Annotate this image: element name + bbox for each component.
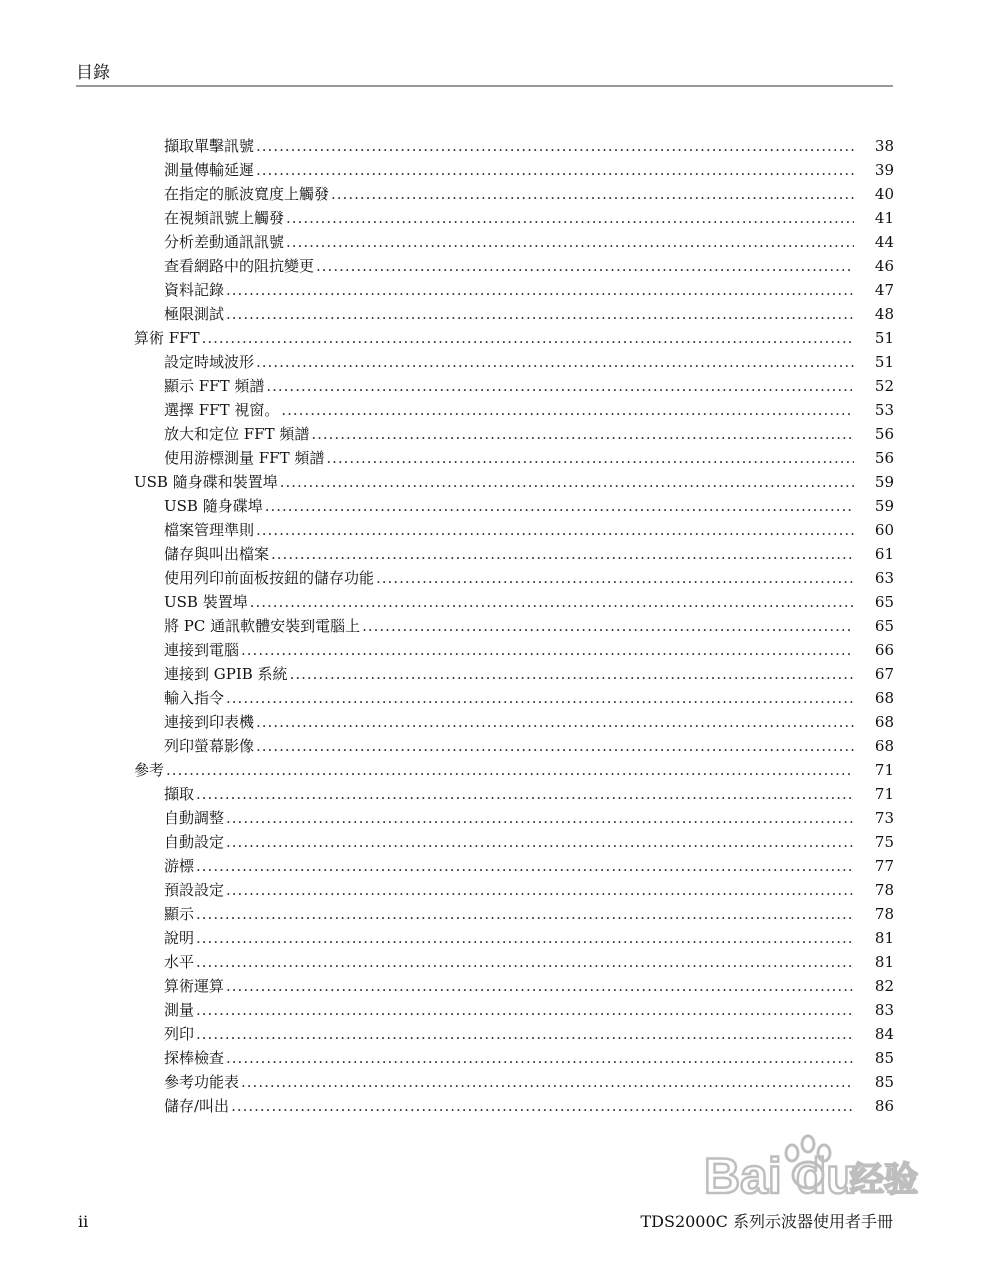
toc-entry-page-number: 78 xyxy=(874,881,894,899)
toc-entry-page-number: 44 xyxy=(874,233,894,251)
toc-subsection-entry[interactable] xyxy=(134,614,894,638)
toc-subsection-entry[interactable] xyxy=(134,1046,894,1070)
toc-entry-label: 自動調整 xyxy=(164,809,225,827)
toc-entry-page-number: 68 xyxy=(874,737,894,755)
toc-entry-label: 連接到電腦 xyxy=(164,641,240,659)
toc-subsection-entry[interactable] xyxy=(134,134,894,158)
toc-subsection-entry[interactable] xyxy=(134,302,894,326)
toc-entry-label: 選擇 FFT 視窗。 xyxy=(164,401,280,419)
toc-entry-label: 放大和定位 FFT 頻譜 xyxy=(164,425,310,443)
table-of-contents xyxy=(134,134,894,1118)
toc-entry-label: 預設設定 xyxy=(164,881,225,899)
toc-dot-leader xyxy=(331,182,854,206)
toc-entry-label: 游標 xyxy=(164,857,195,875)
toc-subsection-entry[interactable] xyxy=(134,662,894,686)
toc-dot-leader xyxy=(226,278,854,302)
toc-entry-page-number: 40 xyxy=(874,185,894,203)
toc-entry-page-number: 78 xyxy=(874,905,894,923)
toc-dot-leader xyxy=(256,710,854,734)
toc-entry-page-number: 67 xyxy=(874,665,894,683)
toc-dot-leader xyxy=(286,206,854,230)
toc-entry-page-number: 85 xyxy=(874,1049,894,1067)
toc-dot-leader xyxy=(196,950,854,974)
toc-dot-leader xyxy=(226,302,854,326)
toc-subsection-entry[interactable] xyxy=(134,878,894,902)
toc-subsection-entry[interactable] xyxy=(134,1022,894,1046)
toc-entry-page-number: 71 xyxy=(874,785,894,803)
toc-dot-leader xyxy=(281,398,854,422)
toc-subsection-entry[interactable] xyxy=(134,830,894,854)
toc-subsection-entry[interactable] xyxy=(134,158,894,182)
toc-dot-leader xyxy=(202,326,854,350)
footer-page-number: ii xyxy=(78,1212,89,1231)
toc-section-entry[interactable] xyxy=(134,758,894,782)
toc-subsection-entry[interactable] xyxy=(134,518,894,542)
toc-subsection-entry[interactable] xyxy=(134,398,894,422)
toc-dot-leader xyxy=(256,518,854,542)
toc-entry-page-number: 39 xyxy=(874,161,894,179)
toc-entry-label: 擷取單擊訊號 xyxy=(164,137,255,155)
toc-entry-page-number: 48 xyxy=(874,305,894,323)
toc-dot-leader xyxy=(196,782,854,806)
toc-entry-label: 連接到印表機 xyxy=(164,713,255,731)
toc-dot-leader xyxy=(231,1094,854,1118)
toc-subsection-entry[interactable] xyxy=(134,182,894,206)
toc-dot-leader xyxy=(196,854,854,878)
toc-entry-label: 參考功能表 xyxy=(164,1073,240,1091)
toc-dot-leader xyxy=(226,830,854,854)
toc-subsection-entry[interactable] xyxy=(134,854,894,878)
toc-dot-leader xyxy=(290,662,854,686)
toc-dot-leader xyxy=(256,134,854,158)
toc-entry-label: 檔案管理準則 xyxy=(164,521,255,539)
toc-entry-label: 在視頻訊號上觸發 xyxy=(164,209,285,227)
toc-subsection-entry[interactable] xyxy=(134,254,894,278)
toc-dot-leader xyxy=(196,998,854,1022)
toc-entry-page-number: 85 xyxy=(874,1073,894,1091)
toc-entry-label: 說明 xyxy=(164,929,195,947)
watermark-brand-text: Bai du xyxy=(704,1148,857,1204)
toc-entry-label: 列印 xyxy=(164,1025,195,1043)
toc-entry-page-number: 47 xyxy=(874,281,894,299)
toc-dot-leader xyxy=(376,566,854,590)
toc-entry-label: 查看網路中的阻抗變更 xyxy=(164,257,315,275)
toc-dot-leader xyxy=(266,374,854,398)
toc-entry-page-number: 65 xyxy=(874,617,894,635)
toc-entry-page-number: 38 xyxy=(874,137,894,155)
toc-section-entry[interactable] xyxy=(134,470,894,494)
toc-dot-leader xyxy=(286,230,854,254)
toc-entry-page-number: 66 xyxy=(874,641,894,659)
toc-subsection-entry[interactable] xyxy=(134,446,894,470)
toc-entry-label: 顯示 xyxy=(164,905,195,923)
toc-entry-page-number: 41 xyxy=(874,209,894,227)
toc-entry-page-number: 68 xyxy=(874,713,894,731)
toc-entry-label: 將 PC 通訊軟體安裝到電腦上 xyxy=(164,617,361,635)
toc-entry-label: USB 裝置埠 xyxy=(164,593,248,611)
toc-entry-label: 連接到 GPIB 系統 xyxy=(164,665,288,683)
toc-dot-leader xyxy=(250,590,854,614)
toc-entry-label: 設定時域波形 xyxy=(164,353,255,371)
toc-entry-label: 在指定的脈波寬度上觸發 xyxy=(164,185,330,203)
toc-entry-page-number: 77 xyxy=(874,857,894,875)
toc-subsection-entry[interactable] xyxy=(134,566,894,590)
toc-dot-leader xyxy=(226,806,854,830)
toc-subsection-entry[interactable] xyxy=(134,782,894,806)
toc-entry-label: 自動設定 xyxy=(164,833,225,851)
toc-entry-page-number: 81 xyxy=(874,929,894,947)
toc-entry-page-number: 71 xyxy=(874,761,894,779)
toc-entry-page-number: 73 xyxy=(874,809,894,827)
toc-entry-page-number: 82 xyxy=(874,977,894,995)
header-rule xyxy=(76,85,893,87)
toc-dot-leader xyxy=(256,350,854,374)
toc-entry-page-number: 60 xyxy=(874,521,894,539)
toc-subsection-entry[interactable] xyxy=(134,374,894,398)
toc-dot-leader xyxy=(226,686,854,710)
toc-entry-label: 資料記錄 xyxy=(164,281,225,299)
toc-entry-page-number: 51 xyxy=(874,353,894,371)
toc-dot-leader xyxy=(362,614,854,638)
toc-section-entry[interactable] xyxy=(134,326,894,350)
toc-subsection-entry[interactable] xyxy=(134,710,894,734)
toc-entry-page-number: 51 xyxy=(874,329,894,347)
toc-dot-leader xyxy=(226,878,854,902)
toc-subsection-entry[interactable] xyxy=(134,1094,894,1118)
toc-entry-page-number: 84 xyxy=(874,1025,894,1043)
toc-subsection-entry[interactable] xyxy=(134,590,894,614)
toc-entry-page-number: 68 xyxy=(874,689,894,707)
toc-entry-label: USB 隨身碟埠 xyxy=(164,497,263,515)
toc-entry-label: 儲存與叫出檔案 xyxy=(164,545,270,563)
toc-entry-label: 儲存/叫出 xyxy=(164,1097,230,1115)
toc-entry-page-number: 52 xyxy=(874,377,894,395)
toc-dot-leader xyxy=(241,638,854,662)
toc-entry-page-number: 59 xyxy=(874,497,894,515)
toc-entry-label: 算術運算 xyxy=(164,977,225,995)
toc-dot-leader xyxy=(196,926,854,950)
toc-dot-leader xyxy=(196,1022,854,1046)
toc-dot-leader xyxy=(226,974,854,998)
toc-entry-label: 極限測試 xyxy=(164,305,225,323)
toc-entry-label: 顯示 FFT 頻譜 xyxy=(164,377,265,395)
toc-entry-label: 探棒檢查 xyxy=(164,1049,225,1067)
toc-subsection-entry[interactable] xyxy=(134,230,894,254)
toc-entry-label: 輸入指令 xyxy=(164,689,225,707)
toc-dot-leader xyxy=(256,158,854,182)
toc-entry-label: 使用游標測量 FFT 頻譜 xyxy=(164,449,325,467)
toc-dot-leader xyxy=(326,446,854,470)
toc-entry-page-number: 65 xyxy=(874,593,894,611)
toc-entry-page-number: 75 xyxy=(874,833,894,851)
toc-subsection-entry[interactable] xyxy=(134,974,894,998)
toc-entry-label: 使用列印前面板按鈕的儲存功能 xyxy=(164,569,375,587)
toc-entry-label: 測量傳輸延遲 xyxy=(164,161,255,179)
toc-entry-label: 參考 xyxy=(134,761,165,779)
toc-subsection-entry[interactable] xyxy=(134,950,894,974)
page-title: 目錄 xyxy=(76,63,110,83)
toc-dot-leader xyxy=(196,902,854,926)
toc-dot-leader xyxy=(226,1046,854,1070)
toc-entry-page-number: 83 xyxy=(874,1001,894,1019)
toc-entry-page-number: 61 xyxy=(874,545,894,563)
baidu-watermark xyxy=(700,1125,935,1210)
toc-subsection-entry[interactable] xyxy=(134,686,894,710)
toc-entry-label: 算術 FFT xyxy=(134,329,200,347)
toc-subsection-entry[interactable] xyxy=(134,1070,894,1094)
toc-entry-page-number: 86 xyxy=(874,1097,894,1115)
toc-subsection-entry[interactable] xyxy=(134,998,894,1022)
toc-entry-page-number: 59 xyxy=(874,473,894,491)
toc-dot-leader xyxy=(280,470,854,494)
toc-entry-label: 測量 xyxy=(164,1001,195,1019)
toc-subsection-entry[interactable] xyxy=(134,422,894,446)
toc-subsection-entry[interactable] xyxy=(134,542,894,566)
toc-entry-page-number: 81 xyxy=(874,953,894,971)
toc-dot-leader xyxy=(265,494,854,518)
toc-dot-leader xyxy=(271,542,854,566)
toc-subsection-entry[interactable] xyxy=(134,206,894,230)
toc-entry-page-number: 56 xyxy=(874,425,894,443)
toc-entry-label: 水平 xyxy=(164,953,195,971)
toc-dot-leader xyxy=(256,734,854,758)
toc-subsection-entry[interactable] xyxy=(134,350,894,374)
toc-entry-page-number: 46 xyxy=(874,257,894,275)
toc-entry-label: USB 隨身碟和裝置埠 xyxy=(134,473,278,491)
toc-subsection-entry[interactable] xyxy=(134,494,894,518)
toc-subsection-entry[interactable] xyxy=(134,734,894,758)
toc-dot-leader xyxy=(316,254,854,278)
watermark-suffix-text: 经验 xyxy=(850,1160,918,1200)
toc-dot-leader xyxy=(241,1070,854,1094)
toc-subsection-entry[interactable] xyxy=(134,278,894,302)
toc-subsection-entry[interactable] xyxy=(134,902,894,926)
toc-entry-label: 分析差動通訊訊號 xyxy=(164,233,285,251)
toc-dot-leader xyxy=(166,758,854,782)
footer-manual-title: TDS2000C 系列示波器使用者手冊 xyxy=(640,1212,893,1231)
toc-entry-page-number: 63 xyxy=(874,569,894,587)
toc-entry-page-number: 56 xyxy=(874,449,894,467)
toc-dot-leader xyxy=(311,422,854,446)
toc-subsection-entry[interactable] xyxy=(134,806,894,830)
toc-entry-page-number: 53 xyxy=(874,401,894,419)
toc-subsection-entry[interactable] xyxy=(134,926,894,950)
toc-entry-label: 擷取 xyxy=(164,785,195,803)
toc-entry-label: 列印螢幕影像 xyxy=(164,737,255,755)
toc-subsection-entry[interactable] xyxy=(134,638,894,662)
